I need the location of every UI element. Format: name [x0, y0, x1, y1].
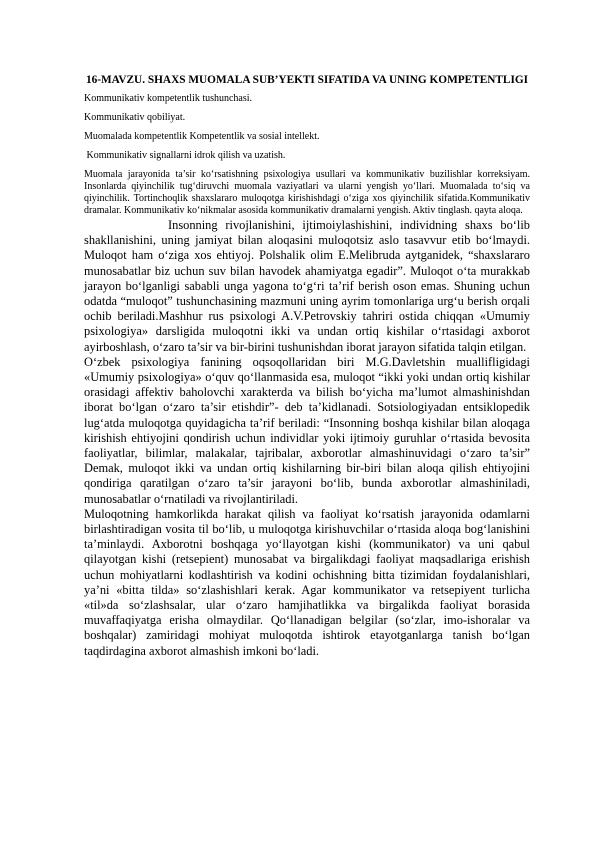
plan-item: Kommunikativ signallarni idrok qilish va uzatish. — [84, 150, 286, 161]
plan-item: Muomalada kompetentlik Kompetentlik va sosial intellekt. — [84, 131, 320, 142]
body-paragraph: Insonning rivojlanishini, ijtimoiylashishini, individning shaxs bo‘lib shakllanishini, uning jamiyat bilan aloqasini muloqotsiz aslo tasavvur etib bo‘lmaydi. Muloqot ham o‘ziga xos ehtiyoj. Polshalik olim E.Melibruda aytganidek, “shaxslararo munosabatlar biz uchun suv bilan havodek ahamiyatga egadir”. Muloqot o‘ta murakkab jarayon bo‘lganligi sababli unga yagona to‘g‘ri ta’rif berish oson emas. Shuning uchun odatda “muloqot” tushunchasining mazmuni uning ayrim tomonlariga urg‘u berish orqali ochib beriladi.Mashhur rus psixologi A.V.Petrovskiy tahriri ostida chiqqan «Umumiy psixologiya» darsligida muloqotni ikki va undan ortiq kishilar o‘rtasidagi axborot ayirboshlash, o‘zaro ta’sir va bir-birini tushunishdan iborat jarayon sifatida talqin etilgan. — [84, 218, 530, 354]
document-title: 16-MAVZU. SHAXS MUOMALA SUB’YEKTI SIFATIDA VA UNING KOMPETENTLIGI — [85, 74, 529, 86]
topic-summary: Muomala jarayonida ta’sir ko‘rsatishning psixologiya usullari va kommunikativ buzilishlar korreksiyam. Insonlarda qiyinchilik tug‘diruvchi muomala vaziyatlari va ularni yengish yo‘llari. Muomalada to‘siq va qiyinchilik. Tortinchoqlik shaxslararo muloqotga kirishishdagi o‘ziga xos qiyinchilik sifatida.Kommunikativ dramalar. Kommunikativ ko‘nikmalar asosida kommunikativ dramalarni yengish. Aktiv tinglash. qayta aloqa. — [84, 169, 530, 216]
plan-item: Kommunikativ kompetentlik tushunchasi. — [84, 93, 253, 104]
document-page — [84, 74, 530, 659]
body-paragraph: Muloqotning hamkorlikda harakat qilish va faoliyat ko‘rsatish jarayonida odamlarni birlashtiradigan vosita til bo‘lib, u muloqotga kirishuvchilar o‘rtasida aloqa bog‘lanishini ta’minlaydi. Axborotni boshqaga yo‘llayotgan kishi (kommunikator) va uni qabul qilayotgan kishi (retsepient) munosabat va birgalikdagi faoliyat maqsadlariga erishish uchun mohiyatlarni kodlashtirish va kodini ochishning bitta tizimidan foydalanishlari, ya’ni «bitta tilda» so‘zlashishlari kerak. Agar kommunikator va retsepiyent turlicha «til»da so‘zlashsalar, ular o‘zaro hamjihatlikka va birgalikda faoliyat borasida muvaffaqiyatga erisha olmaydilar. Qo‘llanadigan belgilar (so‘zlar, imo-ishoralar va boshqalar) zamiridagi mohiyat muloqotda ishtirok etayotganlarga tanish bo‘lgan taqdirdagina axborot almashish imkoni bo‘ladi. — [84, 506, 530, 658]
body-paragraph: O‘zbek psixologiya fanining oqsoqollaridan biri M.G.Davletshin muallifligidagi «Umumiy psixologiya» o‘quv qo‘llanmasida esa, muloqot “ikki yoki undan ortiq kishilar orasidagi affektiv baholovchi xarakterda va bilish bo‘yicha ma’lumot almashinishdan iborat bo‘lgan o‘zaro ta’sir etishdir”- deb ta’kidlanadi. Sotsiologiyadan entsiklopedik lug‘atda muloqotga quyidagicha ta’rif beriladi: “Insonning boshqa kishilar bilan aloqaga kirishish ehtiyojini qondirish uchun individlar yoki ijtimoiy guruhlar o‘rtasida bevosita faoliyatlar, bilimlar, malakalar, tajribalar, axborotlar almashinuvidagi o‘zaro ta’sir” Demak, muloqot ikki va undan ortiq kishilarning bir-biri bilan aloqa qilish ehtiyojini qondiriga qaratilgan o‘zaro ta’sir jarayoni bo‘lib, bunda axborotlar almashiniladi, munosabatlar o‘rnatiladi va rivojlantiriladi. — [84, 354, 530, 506]
plan-item: Kommunikativ qobiliyat. — [84, 112, 186, 123]
topic-plan-list — [84, 93, 530, 162]
